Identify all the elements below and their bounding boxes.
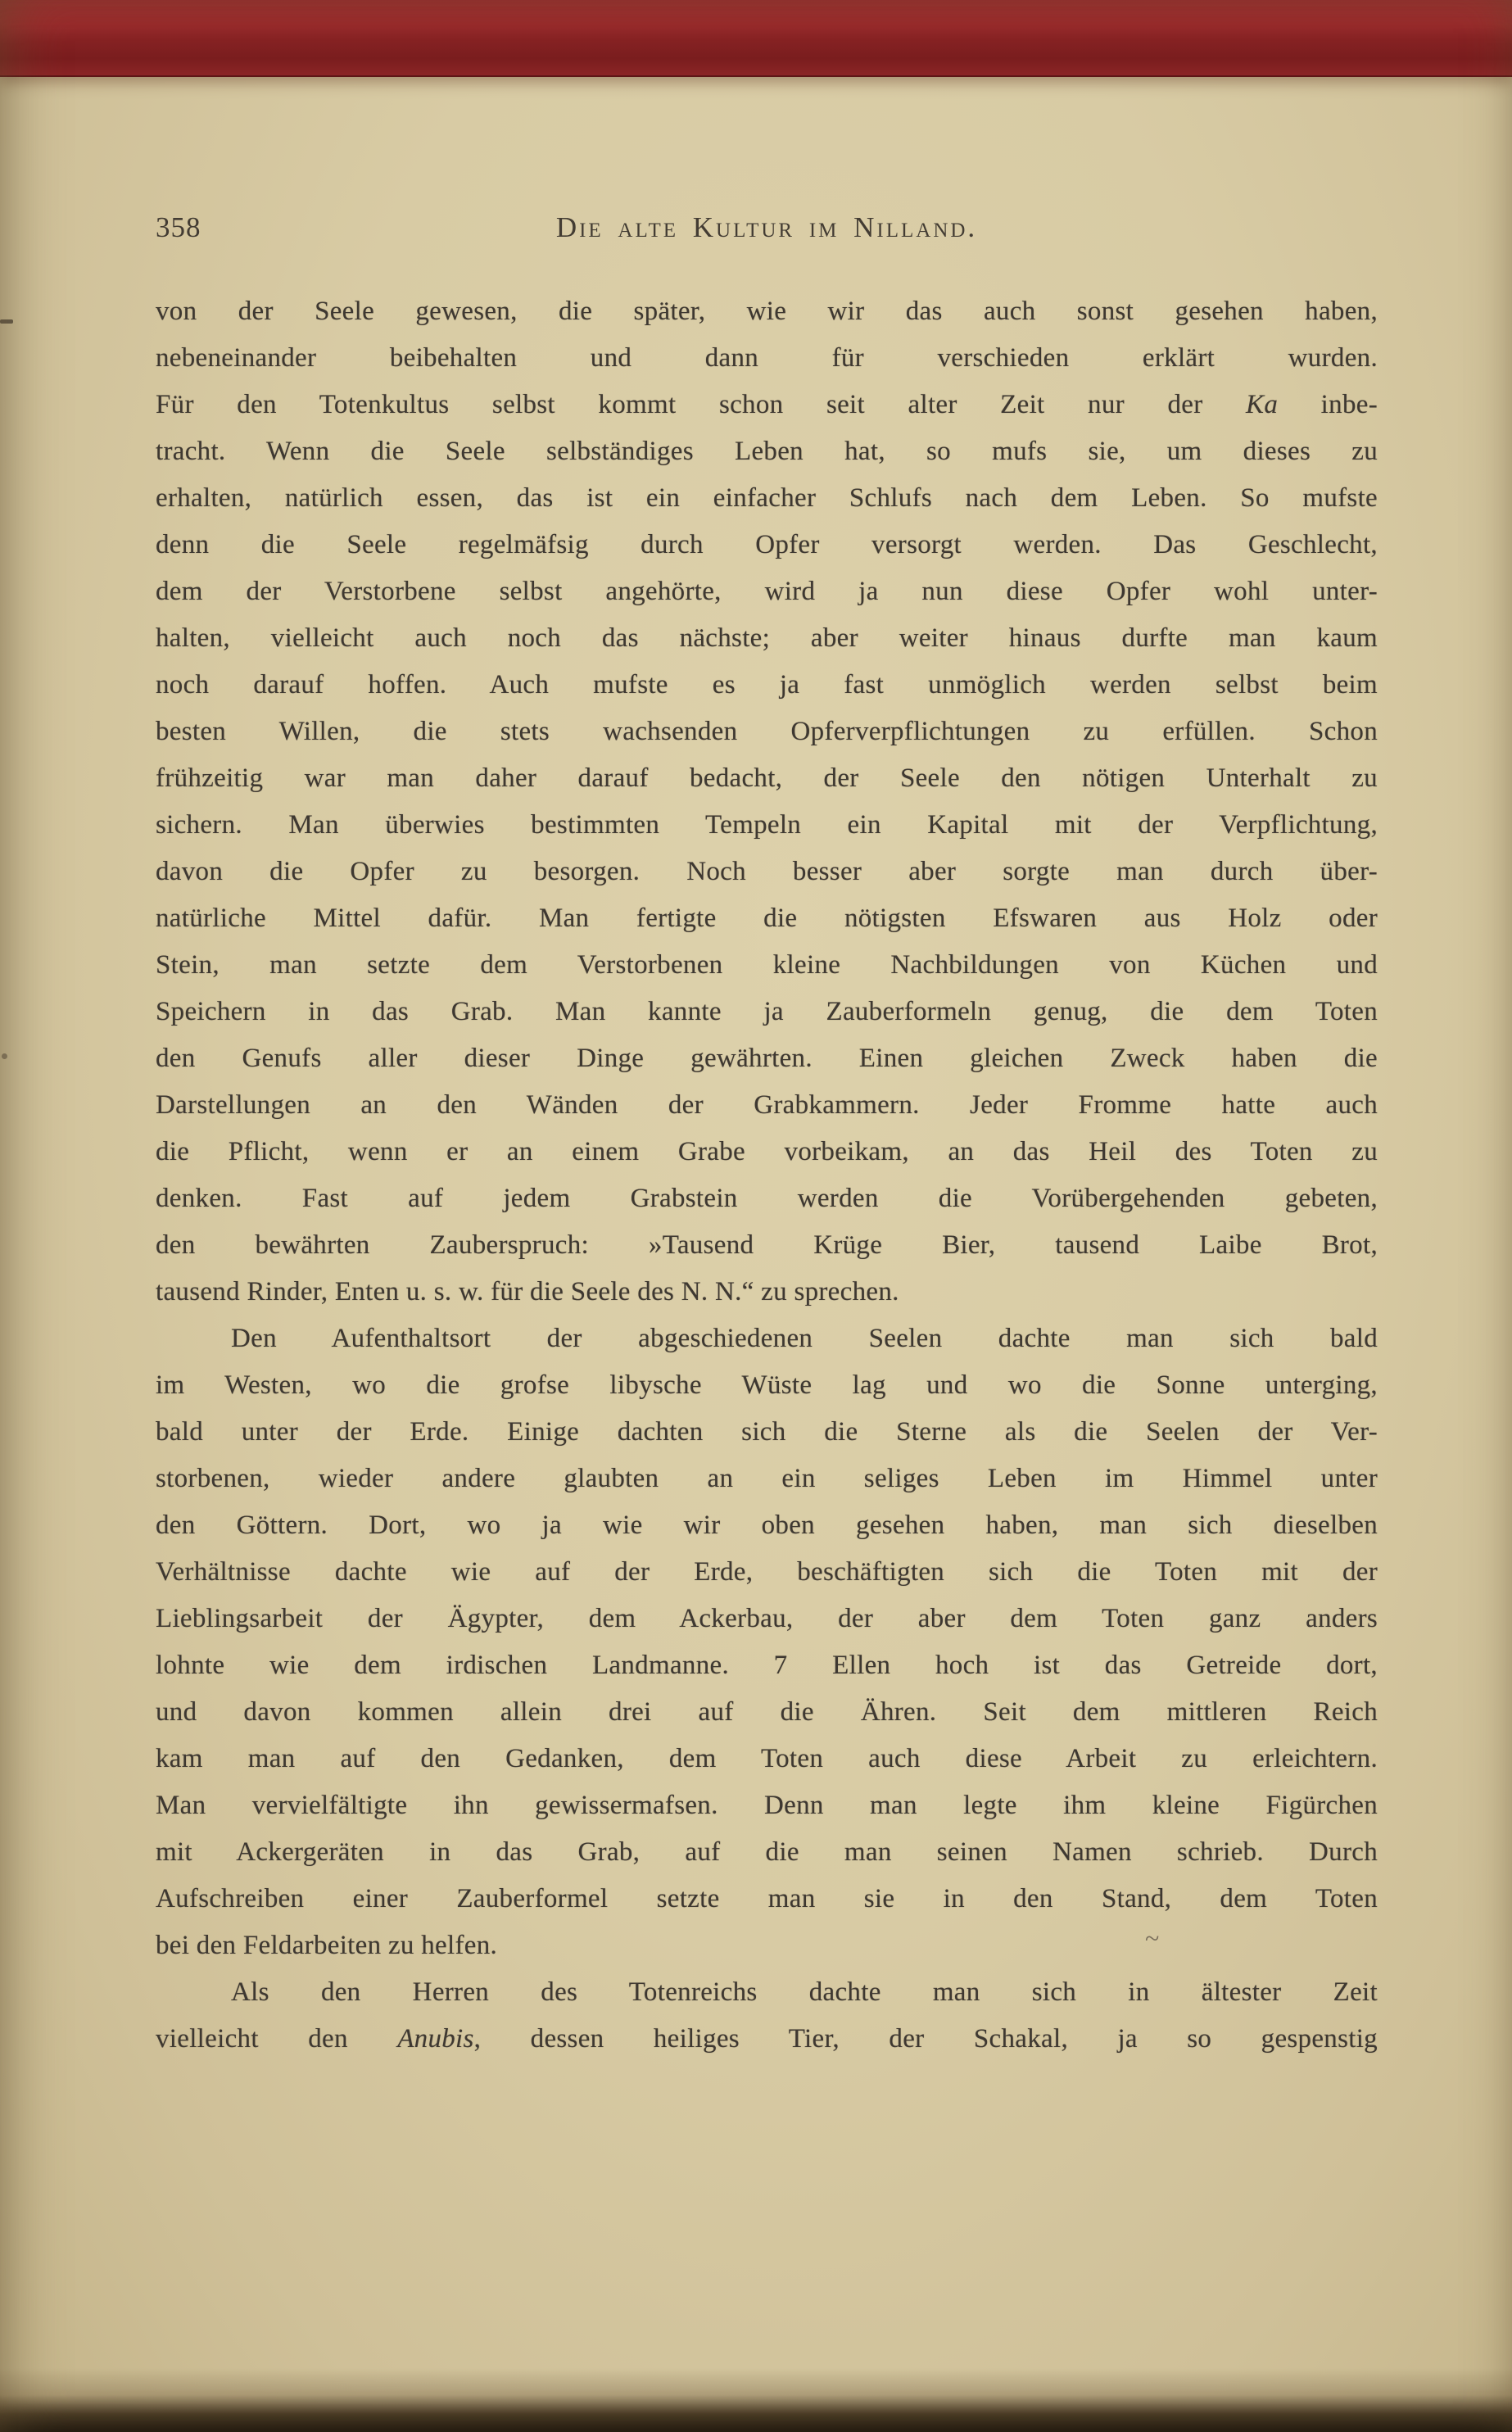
text-line: erhalten, natürlich essen, das ist ein einfacher Schlufs nach dem Leben. So mufste	[156, 483, 1378, 513]
text-line: Aufschreiben einer Zauberformel setzte man sie in den Stand, dem Toten	[156, 1884, 1378, 1913]
text-line: im Westen, wo die grofse libysche Wüste lag und wo die Sonne unterging,	[156, 1370, 1378, 1400]
text-line: von der Seele gewesen, die später, wie wir das auch sonst gesehen haben,	[156, 297, 1378, 326]
text-line: Stein, man setzte dem Verstorbenen kleine Nachbildungen von Küchen und	[156, 950, 1378, 980]
text-line: denken. Fast auf jedem Grabstein werden die Vorübergehenden gebeten,	[156, 1184, 1378, 1213]
text-line: Verhältnisse dachte wie auf der Erde, beschäftigten sich die Toten mit der	[156, 1557, 1378, 1587]
page-number: 358	[156, 211, 201, 243]
text-line: lohnte wie dem irdischen Landmanne. 7 Ellen hoch ist das Getreide dort,	[156, 1651, 1378, 1680]
text-line: bei den Feldarbeiten zu helfen.	[156, 1931, 498, 1960]
text-line: den Göttern. Dort, wo ja wie wir oben gesehen haben, man sich dieselben	[156, 1510, 1378, 1540]
page-body	[156, 288, 1378, 2063]
text-line: die Pflicht, wenn er an einem Grabe vorbeikam, an das Heil des Toten zu	[156, 1137, 1378, 1166]
scan-artifact-dot	[2, 1053, 7, 1059]
text-line: kam man auf den Gedanken, dem Toten auch diese Arbeit zu erleichtern.	[156, 1744, 1378, 1773]
text-line: natürliche Mittel dafür. Man fertigte die nötigsten Efswaren aus Holz oder	[156, 904, 1378, 933]
scan-edge-bottom	[0, 2368, 1512, 2432]
text-line: Als den Herren des Totenreichs dachte man sich in ältester Zeit	[231, 1977, 1378, 2007]
text-line: Lieblingsarbeit der Ägypter, dem Ackerbau, der aber dem Toten ganz anders	[156, 1604, 1378, 1633]
text-line: storbenen, wieder andere glaubten an ein seliges Leben im Himmel unter	[156, 1464, 1378, 1493]
text-line: tracht. Wenn die Seele selbständiges Leben hat, so mufs sie, um dieses zu	[156, 437, 1378, 466]
scan-artifact-tilde: ~	[1145, 1923, 1160, 1953]
text-line: bald unter der Erde. Einige dachten sich die Sterne als die Seelen der Ver-	[156, 1417, 1378, 1447]
text-line: mit Ackergeräten in das Grab, auf die man seinen Namen schrieb. Durch	[156, 1837, 1378, 1867]
text-line: dem der Verstorbene selbst angehörte, wird ja nun diese Opfer wohl unter-	[156, 577, 1378, 606]
text-line: vielleicht den Anubis, dessen heiliges Tier, der Schakal, ja so gespenstig	[156, 2024, 1378, 2054]
text-line: Den Aufenthaltsort der abgeschiedenen Seelen dachte man sich bald	[231, 1324, 1378, 1353]
text-line: frühzeitig war man daher darauf bedacht, der Seele den nötigen Unterhalt zu	[156, 763, 1378, 793]
scan-artifact-dash	[0, 319, 13, 324]
text-line: davon die Opfer zu besorgen. Noch besser aber sorgte man durch über-	[156, 857, 1378, 886]
book-cover-edge-top	[0, 0, 1512, 77]
text-line: nebeneinander beibehalten und dann für verschieden erklärt wurden.	[156, 343, 1378, 373]
page-header	[156, 211, 1378, 251]
text-line: sichern. Man überwies bestimmten Tempeln ein Kapital mit der Verpflichtung,	[156, 810, 1378, 840]
text-line: und davon kommen allein drei auf die Ähren. Seit dem mittleren Reich	[156, 1697, 1378, 1727]
text-line: denn die Seele regelmäfsig durch Opfer versorgt werden. Das Geschlecht,	[156, 530, 1378, 559]
text-line: besten Willen, die stets wachsenden Opferverpflichtungen zu erfüllen. Schon	[156, 717, 1378, 746]
text-line: tausend Rinder, Enten u. s. w. für die Seele des N. N.“ zu sprechen.	[156, 1277, 899, 1307]
text-line: Man vervielfältigte ihn gewissermafsen. Denn man legte ihm kleine Figürchen	[156, 1791, 1378, 1820]
text-line: noch darauf hoffen. Auch mufste es ja fast unmöglich werden selbst beim	[156, 670, 1378, 700]
text-line: Speichern in das Grab. Man kannte ja Zauberformeln genug, die dem Toten	[156, 997, 1378, 1026]
text-line: den bewährten Zauberspruch: »Tausend Krüge Bier, tausend Laibe Brot,	[156, 1230, 1378, 1260]
running-header: Die alte Kultur im Nilland.	[555, 211, 978, 243]
text-line: Darstellungen an den Wänden der Grabkammern. Jeder Fromme hatte auch	[156, 1090, 1378, 1120]
text-line: den Genufs aller dieser Dinge gewährten. Einen gleichen Zweck haben die	[156, 1044, 1378, 1073]
text-line: halten, vielleicht auch noch das nächste; aber weiter hinaus durfte man kaum	[156, 623, 1378, 653]
text-line: Für den Totenkultus selbst kommt schon seit alter Zeit nur der Ka inbe-	[156, 390, 1378, 419]
